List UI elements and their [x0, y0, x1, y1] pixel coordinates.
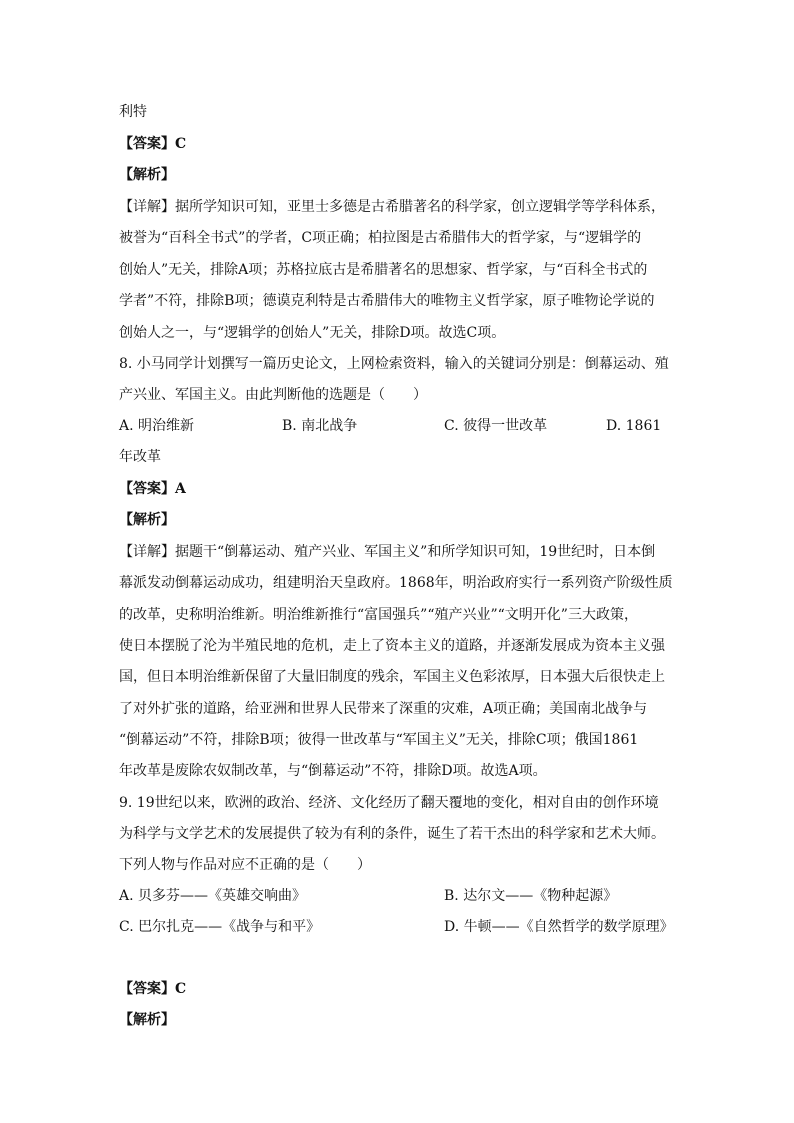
- q7-explanation-line: 创始人之一，与“逻辑学的创始人”无关，排除D项。故选C项。: [119, 325, 506, 341]
- q8-option-wrap: 年改革: [119, 449, 161, 465]
- q8-answer: 【答案】A: [119, 481, 186, 497]
- q9-option-d: D. 牛顿——《自然哲学的数学原理》: [444, 919, 674, 935]
- q8-option-b: B. 南北战争: [282, 418, 358, 434]
- q7-explanation-line: 【详解】据所学知识可知，亚里士多德是古希腊著名的科学家，创立逻辑学等学科体系，: [119, 199, 665, 215]
- q8-explanation-line: 使日本摆脱了沦为半殖民地的危机，走上了资本主义的道路，并逐渐发展成为资本主义强: [119, 638, 665, 654]
- q7-analysis-heading: 【解析】: [119, 167, 175, 183]
- q9-analysis-heading: 【解析】: [119, 1012, 175, 1028]
- q9-stem-line: 下列人物与作品对应不正确的是（ ）: [119, 857, 371, 873]
- q9-answer: 【答案】C: [119, 981, 187, 997]
- q9-option-c: C. 巴尔扎克——《战争与和平》: [119, 919, 321, 935]
- q8-option-d: D. 1861: [606, 418, 662, 434]
- q8-explanation-line: 了对外扩张的道路，给亚洲和世界人民带来了深重的灾难，A项正确；美国南北战争与: [119, 701, 648, 717]
- q8-explanation-line: 的改革，史称明治维新。明治维新推行“富国强兵”“殖产兴业”“文明开化”三大政策，: [119, 607, 638, 623]
- q8-stem-line: 8. 小马同学计划撰写一篇历史论文，上网检索资料，输入的关键词分别是：倒幕运动、殖: [119, 356, 669, 372]
- q8-stem-line: 产兴业、军国主义。由此判断他的选题是（ ）: [119, 387, 427, 403]
- q9-stem-line: 9. 19世纪以来，欧洲的政治、经济、文化经历了翻天覆地的变化，相对自由的创作环境: [119, 795, 659, 811]
- q8-explanation-line: 国，但日本明治维新保留了大量旧制度的残余，军国主义色彩浓厚，日本强大后很快走上: [119, 669, 665, 685]
- q8-option-a: A. 明治维新: [119, 418, 195, 434]
- q9-option-a: A. 贝多芬——《英雄交响曲》: [119, 888, 307, 904]
- q8-explanation-line: 幕派发动倒幕运动成功，组建明治天皇政府。1868年，明治政府实行一系列资产阶级性质: [119, 575, 673, 591]
- q8-option-c: C. 彼得一世改革: [444, 418, 548, 434]
- q8-explanation-line: 【详解】据题干“倒幕运动、殖产兴业、军国主义”和所学知识可知，19世纪时，日本倒: [119, 544, 656, 560]
- q7-continuation: 利特: [119, 104, 147, 120]
- q7-explanation-line: 学者”不符，排除B项；德谟克利特是古希腊伟大的唯物主义哲学家，原子唯物论学说的: [119, 293, 655, 309]
- q8-explanation-line: 年改革是废除农奴制改革，与“倒幕运动”不符，排除D项。故选A项。: [119, 763, 547, 779]
- q7-answer: 【答案】C: [119, 136, 187, 152]
- q8-explanation-line: “倒幕运动”不符，排除B项；彼得一世改革与“军国主义”无关，排除C项；俄国1861: [119, 732, 639, 748]
- q9-stem-line: 为科学与文学艺术的发展提供了较为有利的条件，诞生了若干杰出的科学家和艺术大师。: [119, 826, 665, 842]
- q7-explanation-line: 被誉为“百科全书式”的学者，C项正确；柏拉图是古希腊伟大的哲学家，与“逻辑学的: [119, 230, 642, 246]
- q9-option-b: B. 达尔文——《物种起源》: [444, 888, 618, 904]
- q7-explanation-line: 创始人”无关，排除A项；苏格拉底古是希腊著名的思想家、哲学家，与“百科全书式的: [119, 262, 648, 278]
- q8-analysis-heading: 【解析】: [119, 512, 175, 528]
